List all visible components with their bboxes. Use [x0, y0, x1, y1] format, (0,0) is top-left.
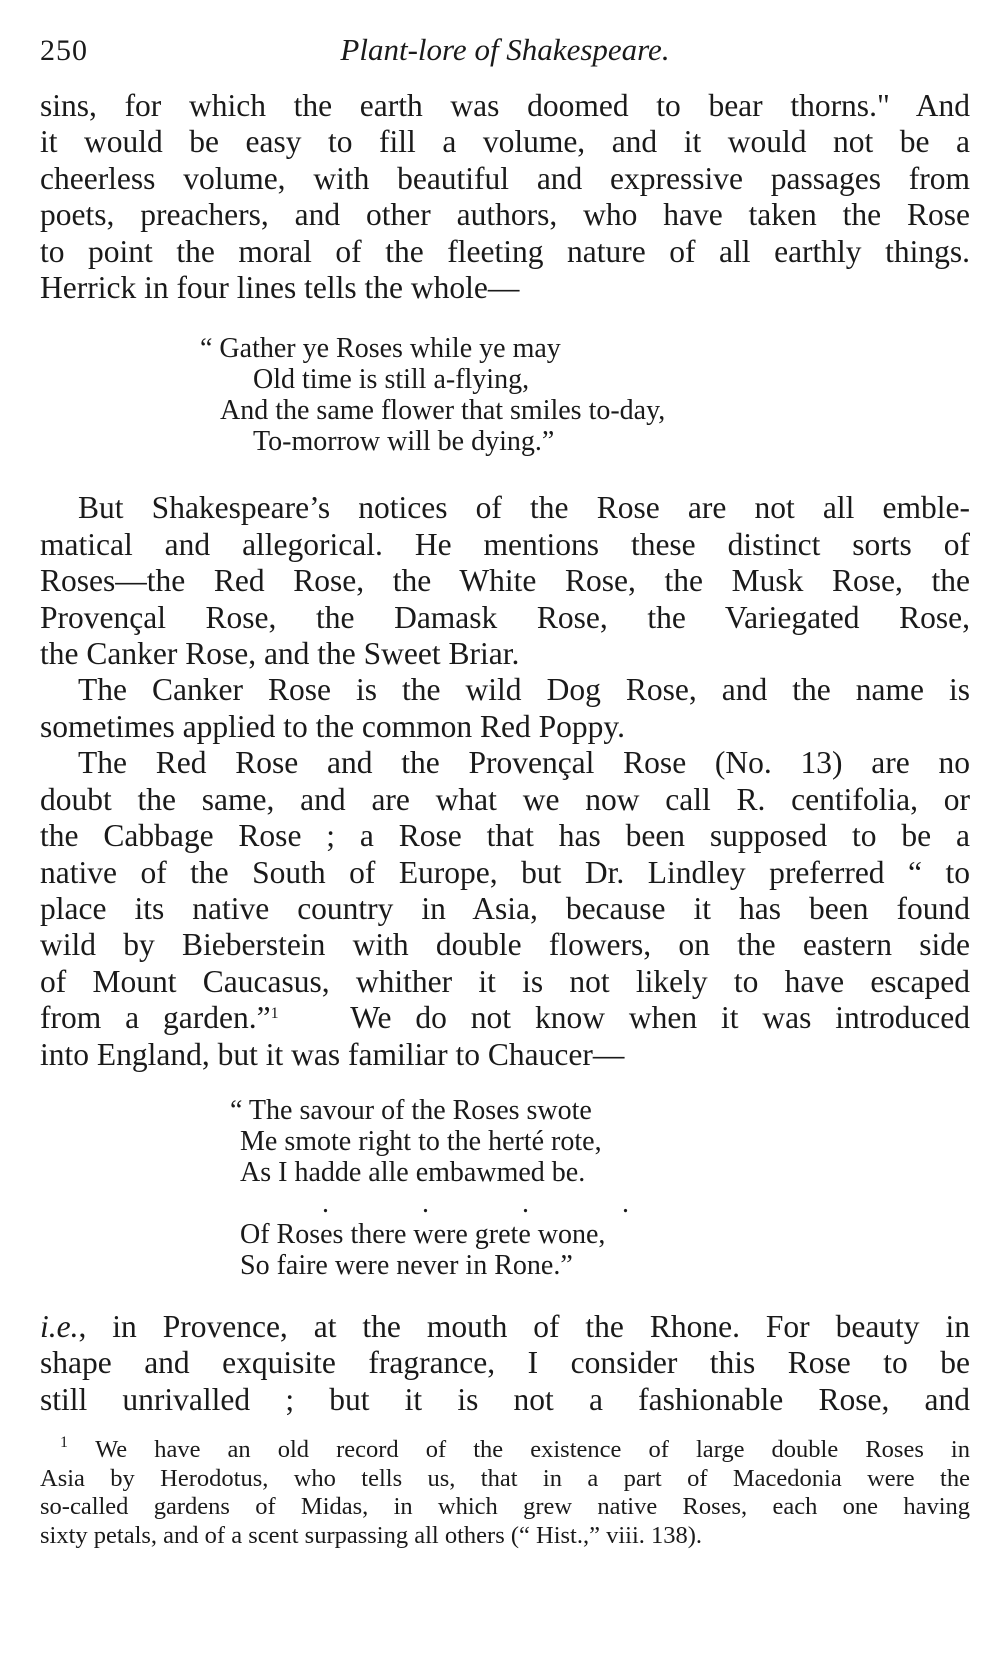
footnote-marker: 1 — [270, 1005, 279, 1023]
text-line: The Red Rose and the Provençal Rose (No. 13) are no — [78, 745, 970, 781]
verse-line: “ The savour of the Roses swote — [230, 1094, 592, 1126]
text-fragment: from a garden.” — [40, 1000, 271, 1036]
text-line — [40, 1309, 970, 1345]
text-line: Herrick in four lines tells the whole— — [40, 270, 520, 306]
verse-line: So faire were never in Rone.” — [240, 1249, 573, 1281]
text-line: Roses—the Red Rose, the White Rose, the Musk Rose, the — [40, 563, 970, 599]
text-line: native of the South of Europe, but Dr. Lindley preferred “ to — [40, 854, 970, 890]
footnote — [40, 1436, 970, 1550]
text-line: the Canker Rose, and the Sweet Briar. — [40, 636, 520, 672]
text-line: the Cabbage Rose ; a Rose that has been supposed to be a — [40, 818, 970, 854]
text-line: cheerless volume, with beautiful and expressive passages from — [40, 160, 970, 196]
ellipsis-dot: . — [422, 1187, 429, 1219]
text-line: place its native country in Asia, because it has been found — [40, 890, 970, 926]
chaucer-verse — [230, 1095, 970, 1281]
text-line: poets, preachers, and other authors, who have taken the Rose — [40, 197, 970, 233]
text-fragment: , in Provence, at the mouth of the Rhone. For beauty in — [78, 1308, 970, 1344]
paragraph-5 — [40, 1309, 970, 1418]
text-line: to point the moral of the fleeting nature of all earthly things. — [40, 233, 970, 269]
footnote-line: Asia by Herodotus, who tells us, that in a part of Macedonia were the — [40, 1464, 970, 1492]
text-line-with-footnote — [40, 1000, 970, 1036]
herrick-verse — [200, 333, 970, 457]
ellipsis-dot: . — [622, 1187, 629, 1219]
verse-line: To-morrow will be dying.” — [253, 426, 555, 458]
paragraph-1 — [40, 88, 970, 306]
footnote-line: sixty petals, and of a scent surpassing all others (“ Hist.,” viii. 138). — [40, 1521, 703, 1549]
text-line: Provençal Rose, the Damask Rose, the Variegated Rose, — [40, 599, 970, 635]
text-fragment: We have an old record of the existence of large double Roses in — [95, 1436, 970, 1464]
book-page — [40, 28, 970, 1550]
footnote-marker: 1 — [60, 1434, 68, 1452]
verse-line: “ Gather ye Roses while ye may — [200, 333, 561, 365]
ellipsis-dot: . — [322, 1187, 329, 1219]
paragraph-3 — [40, 672, 970, 745]
text-line: But Shakespeare’s notices of the Rose are not all emble- — [78, 490, 970, 526]
text-line: shape and exquisite fragrance, I consider this Rose to be — [40, 1345, 970, 1381]
paragraph-4 — [40, 745, 970, 1073]
text-line: still unrivalled ; but it is not a fashionable Rose, and — [40, 1381, 970, 1417]
verse-line: Old time is still a-flying, — [253, 364, 530, 396]
text-line: doubt the same, and are what we now call R. centifolia, or — [40, 781, 970, 817]
text-line: into England, but it was familiar to Chaucer— — [40, 1036, 625, 1072]
paragraph-2 — [40, 490, 970, 672]
text-line: The Canker Rose is the wild Dog Rose, and the name is — [78, 672, 970, 708]
text-line: it would be easy to fill a volume, and it would not be a — [40, 124, 970, 160]
running-title: Plant-lore of Shakespeare. — [340, 32, 670, 67]
text-line: sometimes applied to the common Red Poppy. — [40, 708, 626, 744]
text-line: of Mount Caucasus, whither it is not likely to have escaped — [40, 963, 970, 999]
text-line: matical and allegorical. He mentions these distinct sorts of — [40, 526, 970, 562]
footnote-line: so-called gardens of Midas, in which grew native Roses, each one having — [40, 1493, 970, 1521]
footnote-line — [40, 1436, 970, 1465]
verse-line: Me smote right to the herté rote, — [240, 1125, 602, 1157]
italic-abbreviation: i.e. — [40, 1308, 79, 1344]
text-line: wild by Bieberstein with double flowers, on the eastern side — [40, 927, 970, 963]
page-header — [40, 28, 970, 74]
text-line: sins, for which the earth was doomed to bear thorns." And — [40, 88, 970, 123]
verse-ellipsis — [230, 1188, 970, 1219]
text-fragment: We do not know when it was introduced — [350, 1000, 970, 1036]
page-number: 250 — [40, 34, 88, 67]
verse-line: And the same flower that smiles to-day, — [220, 395, 666, 427]
verse-line: Of Roses there were grete wone, — [240, 1218, 606, 1250]
verse-line: As I hadde alle embawmed be. — [240, 1156, 586, 1188]
ellipsis-dot: . — [522, 1187, 529, 1219]
